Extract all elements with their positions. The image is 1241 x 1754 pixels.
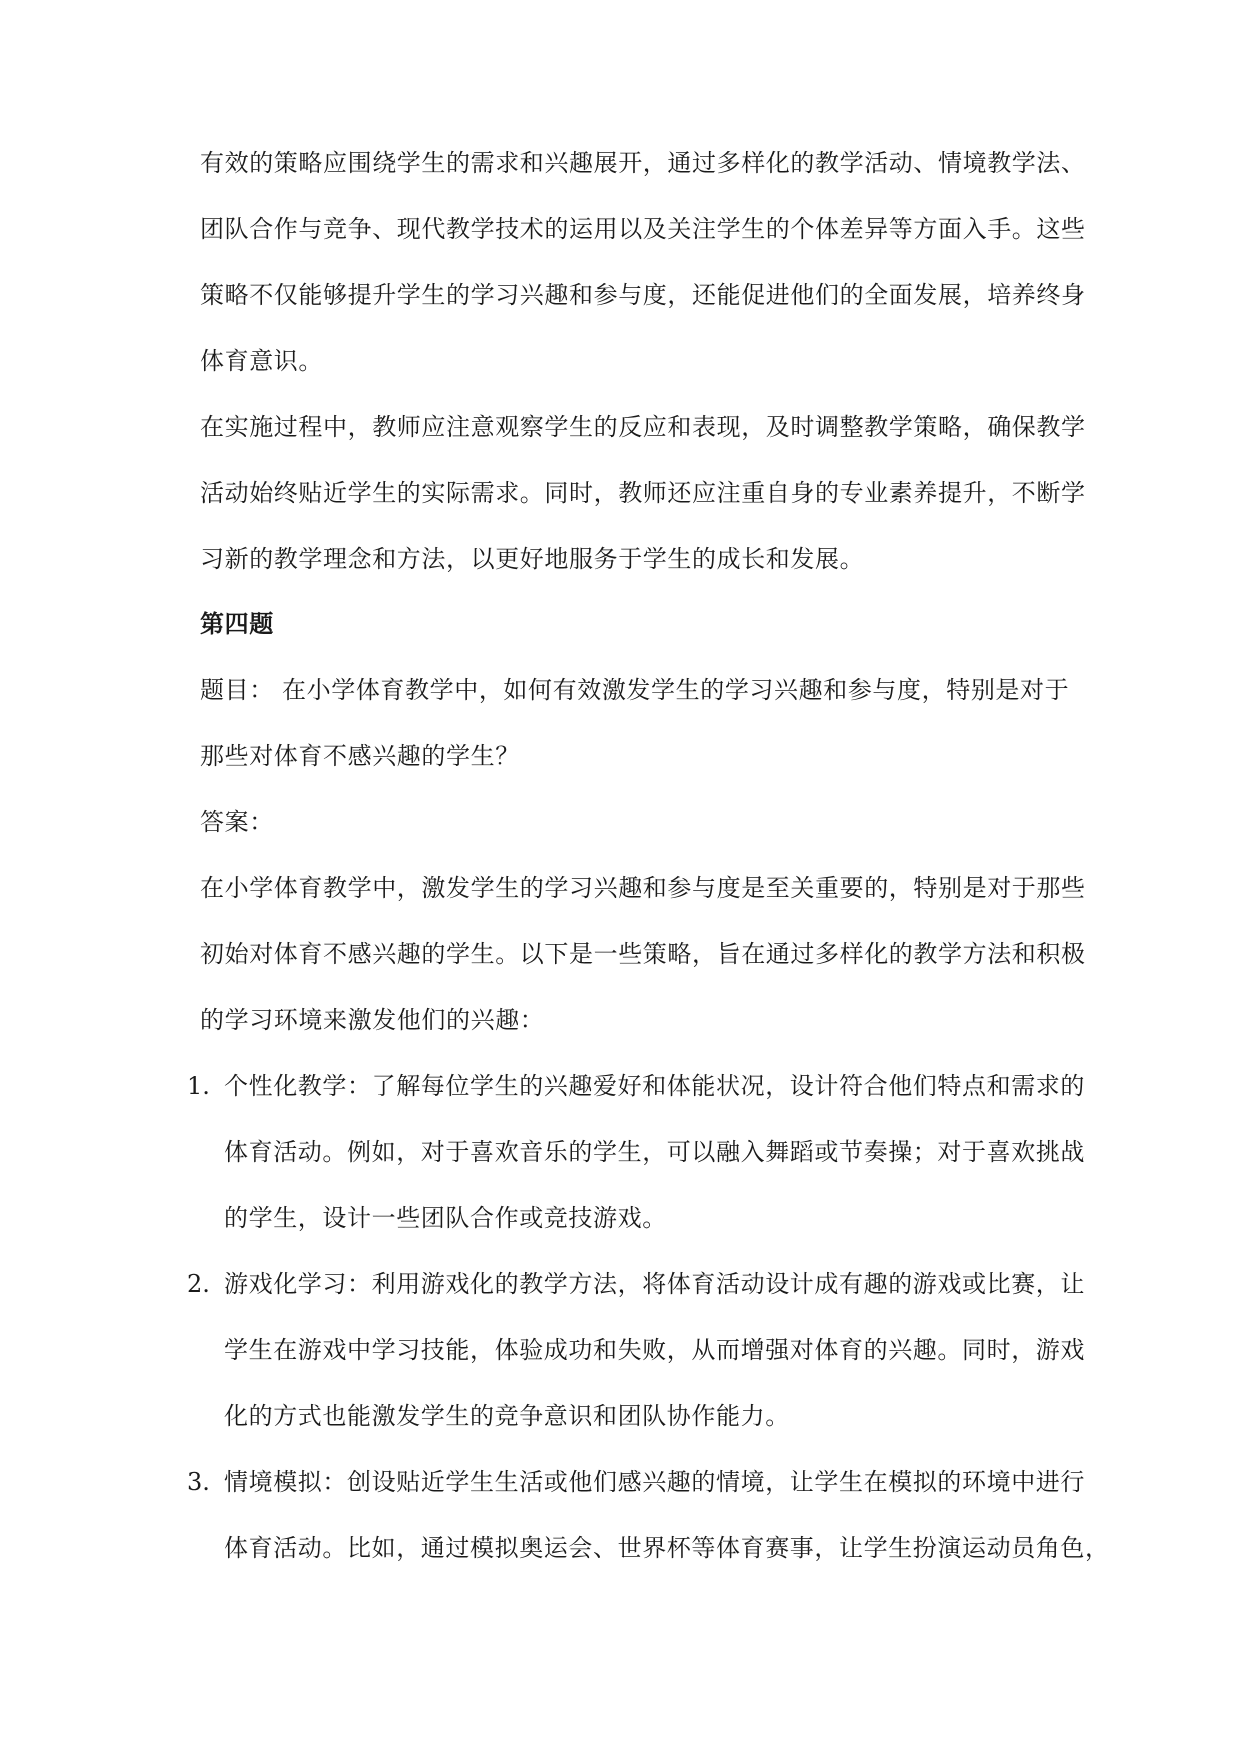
list-item-line: 的学生，设计一些团队合作或竞技游戏。 <box>224 1204 667 1232</box>
paragraph-line: 团队合作与竞争、现代教学技术的运用以及关注学生的个体差异等方面入手。这些 <box>200 215 1086 243</box>
paragraph-line: 体育意识。 <box>200 347 323 375</box>
section-heading: 第四题 <box>200 609 274 638</box>
answer-label: 答案： <box>200 808 274 836</box>
paragraph-line: 活动始终贴近学生的实际需求。同时，教师还应注重自身的专业素养提升，不断学 <box>200 479 1086 507</box>
list-item-line: 游戏化学习：利用游戏化的教学方法，将体育活动设计成有趣的游戏或比赛，让 <box>224 1270 1085 1298</box>
answer-line: 初始对体育不感兴趣的学生。以下是一些策略，旨在通过多样化的教学方法和积极 <box>200 940 1086 968</box>
list-item-line: 个性化教学：了解每位学生的兴趣爱好和体能状况，设计符合他们特点和需求的 <box>224 1072 1085 1100</box>
answer-line: 在小学体育教学中，激发学生的学习兴趣和参与度是至关重要的，特别是对于那些 <box>200 874 1086 902</box>
list-item-number: 3. <box>187 1468 210 1496</box>
paragraph-line: 在实施过程中，教师应注意观察学生的反应和表现，及时调整教学策略，确保教学 <box>200 413 1086 441</box>
paragraph-line: 策略不仅能够提升学生的学习兴趣和参与度，还能促进他们的全面发展，培养终身 <box>200 281 1086 309</box>
list-item-line: 学生在游戏中学习技能，体验成功和失败，从而增强对体育的兴趣。同时，游戏 <box>224 1336 1085 1364</box>
list-item-line: 体育活动。比如，通过模拟奥运会、世界杯等体育赛事，让学生扮演运动员角色， <box>224 1534 1110 1562</box>
list-item-line: 化的方式也能激发学生的竞争意识和团队协作能力。 <box>224 1402 790 1430</box>
question-line: 题目： 在小学体育教学中，如何有效激发学生的学习兴趣和参与度，特别是对于 <box>200 676 1070 704</box>
list-item-line: 体育活动。例如，对于喜欢音乐的学生，可以融入舞蹈或节奏操；对于喜欢挑战 <box>224 1138 1085 1166</box>
answer-line: 的学习环境来激发他们的兴趣： <box>200 1006 545 1034</box>
question-line: 那些对体育不感兴趣的学生？ <box>200 742 520 770</box>
list-item-number: 2. <box>187 1270 210 1298</box>
paragraph-line: 有效的策略应围绕学生的需求和兴趣展开，通过多样化的教学活动、情境教学法、 <box>200 149 1086 177</box>
list-item-number: 1. <box>187 1072 210 1100</box>
paragraph-line: 习新的教学理念和方法，以更好地服务于学生的成长和发展。 <box>200 545 865 573</box>
list-item-line: 情境模拟：创设贴近学生生活或他们感兴趣的情境，让学生在模拟的环境中进行 <box>224 1468 1085 1496</box>
